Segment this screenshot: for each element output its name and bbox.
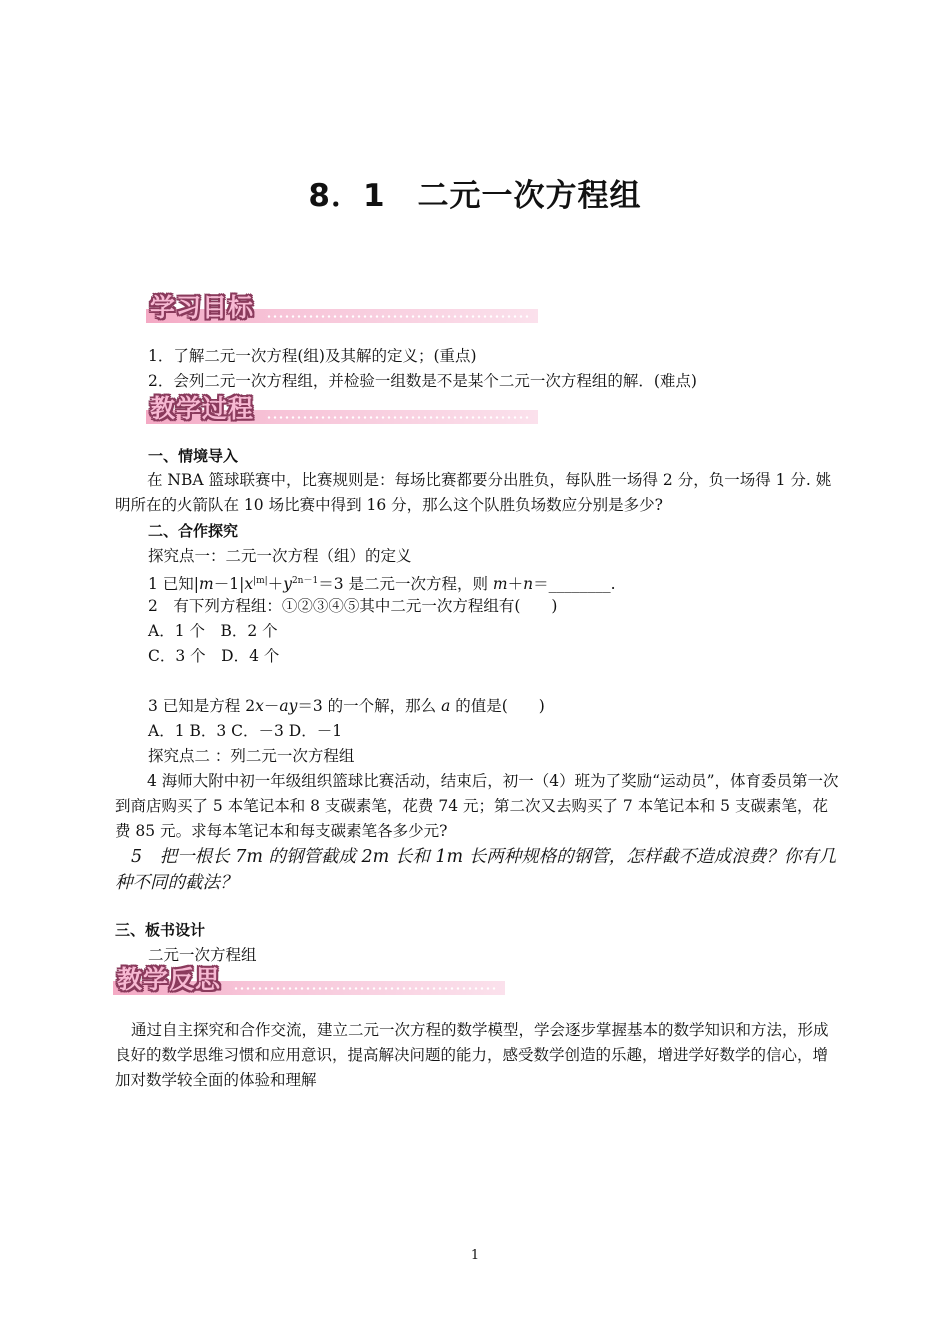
board-design-text: 二元一次方程组 — [148, 946, 257, 964]
q3-var: ay — [279, 697, 298, 715]
process-banner — [146, 391, 538, 427]
question-5: 5 把一根长 7m 的钢管截成 2m 长和 1m 长两种规格的钢管，怎样截不造成浪费？你有几种不同的截法？ — [115, 847, 837, 893]
process-banner-label: 教学过程 — [150, 394, 255, 423]
banner-dots — [233, 987, 497, 990]
page-number: 1 — [470, 1248, 480, 1263]
explore-point-2: 探究点二 ：列二元一次方程组 — [148, 747, 355, 765]
question-2-options: C．3 个 D．4 个 — [148, 647, 280, 665]
question-1 — [148, 569, 616, 596]
q1-exponent: 2n－1 — [291, 576, 319, 586]
q3-text: ＝3 的一个解，那么 — [297, 697, 442, 715]
q1-text: ＋ — [267, 575, 284, 594]
q1-var: x — [244, 575, 254, 594]
q3-text: － — [263, 697, 280, 715]
q1-var: m — [492, 575, 508, 594]
question-2-options: A．1 个 B．2 个 — [148, 622, 278, 640]
question-3 — [148, 694, 545, 718]
page-title: 8．1 二元一次方程组 — [308, 178, 642, 214]
q3-var: a — [441, 697, 451, 715]
section-paragraph: 在 NBA 篮球联赛中，比赛规则是：每场比赛都要分出胜负，每队胜一场得 2 分，负一场得 1 分. 姚明所在的火箭队在 10 场比赛中得到 16 分，那么这个队胜负场数应分别是多少? — [115, 471, 832, 514]
q1-text: ＋ — [507, 575, 524, 594]
q1-var: y — [283, 575, 292, 594]
section-heading: 一、情境导入 — [148, 447, 239, 465]
q1-text: ＝3 是二元一次方程，则 — [318, 575, 493, 594]
q1-text: 1 已知| — [148, 575, 200, 594]
question-4: 4 海师大附中初一年级组织篮球比赛活动，结束后，初一（4）班为了奖励“运动员”，体育委员第一次到商店购买了 5 本笔记本和 8 支碳素笔，花费 74 元；第二次又去购买了 7 本笔记本和 5 支碳素笔，花费 85 元。求每本笔记本和每支碳素笔各多少元? — [115, 772, 839, 840]
goal-item: 2．会列二元一次方程组，并检验一组数是不是某个二元一次方程组的解．(难点) — [148, 372, 697, 390]
banner-dots — [266, 416, 530, 419]
q1-text: ＝________. — [533, 575, 616, 594]
section-heading: 二、合作探究 — [148, 522, 239, 540]
banner-dots — [266, 315, 530, 318]
goal-item: 1．了解二元一次方程(组)及其解的定义；(重点) — [148, 347, 477, 365]
q1-text: －1| — [213, 575, 245, 594]
q1-exponent: |m| — [253, 576, 268, 586]
q3-var: x — [255, 697, 264, 715]
q3-text: 的值是( ) — [450, 697, 545, 715]
q3-text: 3 已知是方程 2 — [148, 697, 256, 715]
section-heading: 三、板书设计 — [115, 921, 206, 939]
question-2: 2 有下列方程组：①②③④⑤其中二元一次方程组有( ) — [148, 597, 558, 615]
goals-banner — [146, 290, 538, 326]
reflection-banner — [113, 962, 505, 998]
question-3-options: A．1 B．3 C．－3 D．－1 — [148, 722, 343, 740]
q1-var: n — [523, 575, 534, 594]
explore-point-1: 探究点一：二元一次方程（组）的定义 — [148, 547, 412, 565]
reflection-banner-label: 教学反思 — [117, 965, 222, 994]
reflection-paragraph: 通过自主探究和合作交流，建立二元一次方程的数学模型，学会逐步掌握基本的数学知识和方法，形成良好的数学思维习惯和应用意识，提高解决问题的能力，感受数学创造的乐趣，增进学好数学的信心，增加对数学较全面的体验和理解 — [115, 1021, 829, 1089]
q1-var: m — [199, 575, 214, 594]
goals-banner-label: 学习目标 — [150, 293, 255, 322]
